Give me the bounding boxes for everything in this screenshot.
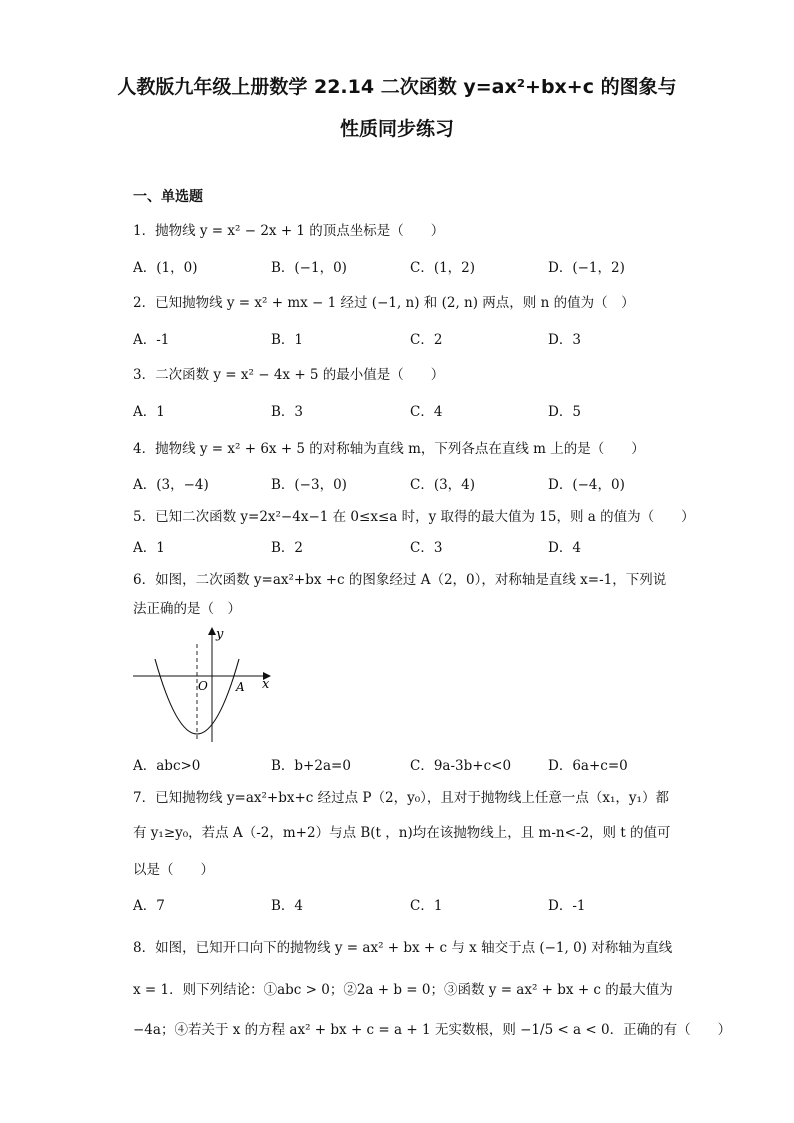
question-2-option-d: D．3 [548, 332, 581, 348]
question-8-stem-line-3: −4a；④若关于 x 的方程 ax² + bx + c = a + 1 无实数根，则 −1/5 < a < 0．正确的有（ ） [133, 1022, 732, 1038]
section-heading: 一、单选题 [133, 189, 203, 205]
question-7-stem-line-3: 以是（ ） [133, 862, 214, 878]
question-4-option-d: D．(−4，0) [548, 477, 625, 493]
question-6-option-a: A．abc>0 [133, 758, 201, 774]
question-1-option-a: A．(1，0) [133, 260, 198, 276]
question-3-option-d: D．5 [548, 404, 581, 420]
question-4-option-a: A．(3，−4) [133, 477, 209, 493]
question-5-option-d: D．4 [548, 540, 581, 556]
question-7-stem-line-1: 7．已知抛物线 y=ax²+bx+c 经过点 P（2，y₀），且对于抛物线上任意一点（x₁，y₁）都 [133, 790, 669, 806]
question-6-option-d: D．6a+c=0 [548, 758, 628, 774]
question-7-option-c: C．1 [410, 898, 443, 914]
document-title-line-1: 人教版九年级上册数学 22.14 二次函数 y=ax²+bx+c 的图象与 [117, 76, 677, 98]
question-2-option-a: A．-1 [133, 332, 170, 348]
question-1-options [133, 256, 653, 276]
question-3-stem: 3．二次函数 y = x² − 4x + 5 的最小值是（ ） [133, 367, 445, 383]
question-7-option-d: D．-1 [548, 898, 586, 914]
question-2-options [133, 328, 653, 348]
question-1-option-c: C．(1，2) [410, 260, 476, 276]
question-6-stem-line-2: 法正确的是（ ） [133, 601, 241, 617]
question-5-stem: 5．已知二次函数 y=2x²−4x−1 在 0≤x≤a 时，y 取得的最大值为 15，则 a 的值为（ ） [133, 509, 695, 525]
question-6-parabola-figure [130, 622, 280, 747]
question-3-option-a: A．1 [133, 404, 165, 420]
point-a-label: A [236, 680, 245, 694]
question-3-option-b: B．3 [271, 404, 304, 420]
question-2-stem: 2．已知抛物线 y = x² + mx − 1 经过 (−1, n) 和 (2, n) 两点，则 n 的值为（ ） [133, 295, 635, 311]
question-6-option-b: B．b+2a=0 [271, 758, 351, 774]
document-title-line-2: 性质同步练习 [339, 118, 454, 140]
question-5-options [133, 536, 653, 556]
question-7-option-b: B．4 [271, 898, 304, 914]
question-4-option-b: B．(−3，0) [271, 477, 347, 493]
question-1-option-d: D．(−1，2) [548, 260, 625, 276]
question-7-option-a: A．7 [133, 898, 165, 914]
question-6-option-c: C．9a-3b+c<0 [410, 758, 512, 774]
question-1-stem: 1．抛物线 y = x² − 2x + 1 的顶点坐标是（ ） [133, 223, 445, 239]
y-axis-label: y [216, 627, 224, 642]
question-6-stem-line-1: 6．如图，二次函数 y=ax²+bx +c 的图象经过 A（2，0），对称轴是直线 x=-1，下列说 [133, 572, 667, 588]
question-2-option-b: B．1 [271, 332, 304, 348]
question-5-option-b: B．2 [271, 540, 304, 556]
question-5-option-a: A．1 [133, 540, 165, 556]
question-1-option-b: B．(−1，0) [271, 260, 347, 276]
question-8-stem-line-2: x = 1．则下列结论：①abc > 0；②2a + b = 0；③函数 y = ax² + bx + c 的最大值为 [133, 982, 673, 998]
question-8-stem-line-1: 8．如图，已知开口向下的抛物线 y = ax² + bx + c 与 x 轴交于点 (−1, 0) 对称轴为直线 [133, 940, 673, 956]
question-4-option-c: C．(3，4) [410, 477, 476, 493]
question-4-options [133, 473, 653, 493]
question-3-option-c: C．4 [410, 404, 443, 420]
question-4-stem: 4．抛物线 y = x² + 6x + 5 的对称轴为直线 m，下列各点在直线 m 上的是（ ） [133, 441, 645, 457]
question-6-options [133, 754, 653, 774]
question-5-option-c: C．3 [410, 540, 443, 556]
question-3-options [133, 400, 653, 420]
question-2-option-c: C．2 [410, 332, 443, 348]
origin-label: O [198, 679, 208, 693]
question-7-options [133, 894, 653, 914]
question-7-stem-line-2: 有 y₁≥y₀，若点 A（-2，m+2）与点 B(t ，n)均在该抛物线上，且 m-n<-2，则 t 的值可 [133, 825, 671, 841]
x-axis-label: x [262, 677, 270, 692]
